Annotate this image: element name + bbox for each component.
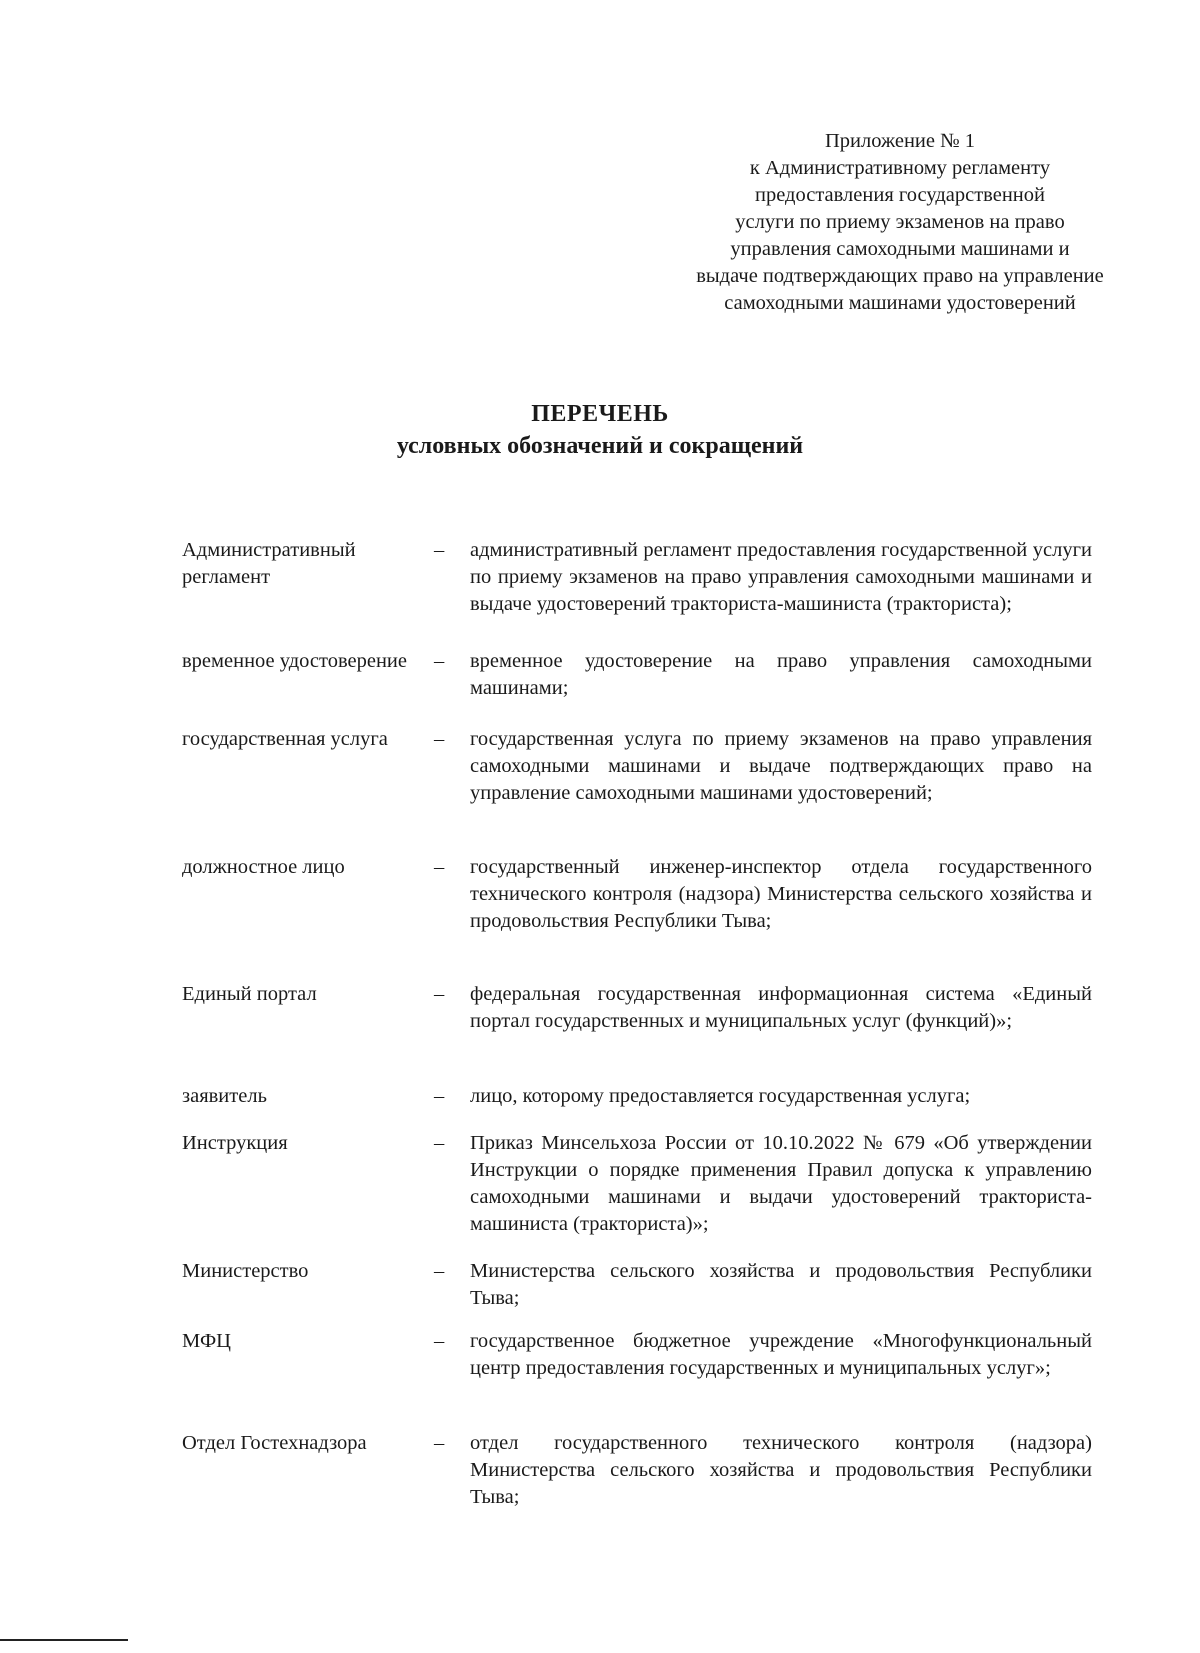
entry-term: МФЦ: [182, 1330, 231, 1352]
definition-entry: [182, 537, 1092, 648]
entry-definition: Приказ Минсельхоза России от 10.10.2022 № 679 «Об утверждении Инструкции о порядке применения Правил допуска к управлению самоходными машинами и выдачи удостоверений тракториста-машиниста (тракториста)»;: [470, 1132, 1092, 1235]
appendix-line: Приложение № 1: [824, 130, 976, 152]
definition-entry: [182, 1328, 1092, 1430]
appendix-line: самоходными машинами удостоверений: [724, 292, 1076, 314]
entry-definition: административный регламент предоставления государственной услуги по приему экзаменов на право управления самоходными машинами и выдаче удостоверений тракториста-машиниста (тракториста);: [470, 539, 1092, 615]
appendix-line: к Административному регламенту: [749, 157, 1051, 179]
entry-term: временное удостоверение: [182, 650, 407, 672]
appendix-line: предоставления государственной: [755, 184, 1045, 206]
entry-dash: –: [434, 650, 445, 672]
entry-dash: –: [434, 1330, 445, 1352]
entry-definition: отдел государственного технического контроля (надзора) Министерства сельского хозяйства и продовольствия Республики Тыва;: [470, 1432, 1092, 1508]
entry-definition: Министерства сельского хозяйства и продовольствия Республики Тыва;: [470, 1260, 1092, 1309]
entry-dash: –: [434, 1085, 445, 1107]
entry-term: государственная услуга: [182, 728, 388, 750]
entry-dash: –: [434, 539, 445, 561]
definition-entry: [182, 726, 1092, 854]
entry-term: Единый портал: [182, 983, 317, 1005]
entry-definition: государственное бюджетное учреждение «Многофункциональный центр предоставления государственных и муниципальных услуг»;: [470, 1330, 1092, 1379]
appendix-line: выдаче подтверждающих право на управление: [696, 265, 1104, 287]
definition-entry: [182, 648, 1092, 726]
definition-entry: [182, 981, 1092, 1083]
appendix-line: управления самоходными машинами и: [730, 238, 1070, 260]
appendix-header: [680, 128, 1120, 317]
definition-entry: [182, 854, 1092, 981]
entry-term: заявитель: [182, 1085, 267, 1107]
entry-term: должностное лицо: [182, 856, 345, 878]
entry-dash: –: [434, 1260, 445, 1282]
definition-entry: [182, 1083, 1092, 1130]
entry-definition: федеральная государственная информационная система «Единый портал государственных и муниципальных услуг (функций)»;: [470, 983, 1092, 1032]
entry-dash: –: [434, 1132, 445, 1154]
definition-entry: [182, 1258, 1092, 1328]
entry-term: Министерство: [182, 1260, 309, 1282]
entry-definition: государственная услуга по приему экзаменов на право управления самоходными машинами и выдаче подтверждающих право на управление самоходными машинами удостоверений;: [470, 728, 1092, 804]
appendix-line: услуги по приему экзаменов на право: [735, 211, 1065, 233]
entry-dash: –: [434, 728, 445, 750]
entry-definition: лицо, которому предоставляется государственная услуга;: [470, 1085, 971, 1107]
entry-term: Отдел Гостехнадзора: [182, 1432, 367, 1454]
document-title: [0, 398, 1200, 462]
title-subtitle: условных обозначений и сокращений: [396, 433, 804, 459]
definition-entry: [182, 1430, 1092, 1520]
entry-definition: государственный инженер-инспектор отдела государственного технического контроля (надзора) Министерства сельского хозяйства и продовольствия Республики Тыва;: [470, 856, 1092, 932]
entry-dash: –: [434, 856, 445, 878]
entry-definition: временное удостоверение на право управления самоходными машинами;: [470, 650, 1092, 699]
entry-dash: –: [434, 1432, 445, 1454]
title-main: ПЕРЕЧЕНЬ: [531, 401, 669, 427]
definition-entry: [182, 1130, 1092, 1258]
definitions-list: [182, 537, 1092, 1520]
entry-term: Административный регламент: [182, 539, 356, 588]
entry-dash: –: [434, 983, 445, 1005]
entry-term: Инструкция: [182, 1132, 288, 1154]
footer-margin-line: [0, 1639, 128, 1641]
